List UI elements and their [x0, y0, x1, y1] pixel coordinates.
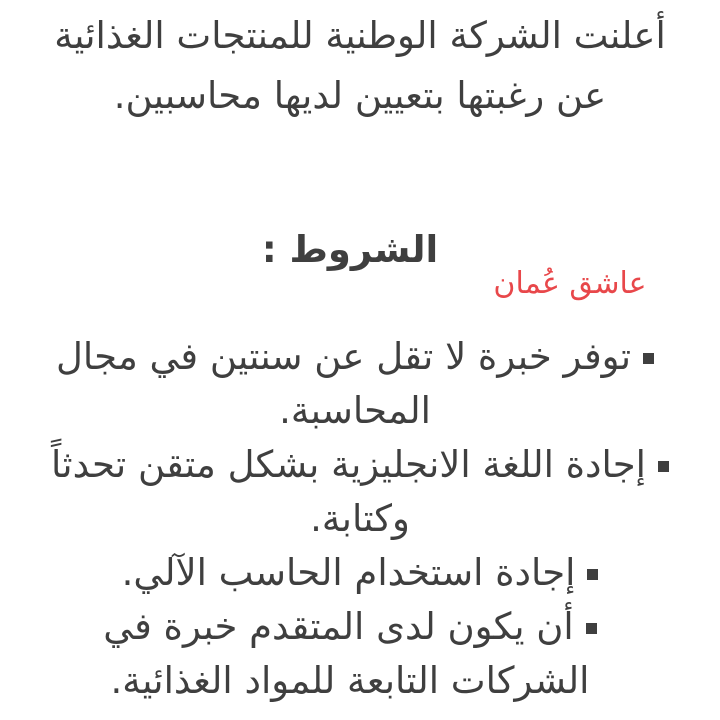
condition-text: إجادة اللغة الانجليزية بشكل متقن تحدثاً وكتابة. — [51, 443, 646, 540]
condition-item — [20, 330, 700, 438]
bullet-square-icon — [658, 461, 669, 472]
condition-item — [20, 438, 700, 546]
conditions-heading — [200, 222, 500, 278]
condition-text: توفر خبرة لا تقل عن سنتين في مجال المحاسبة. — [55, 335, 632, 432]
condition-text: إجادة استخدام الحاسب الآلي. — [121, 551, 576, 594]
condition-text: أن يكون لدى المتقدم خبرة في الشركات التابعة للمواد الغذائية. — [103, 605, 590, 702]
bullet-square-icon — [587, 569, 598, 580]
conditions-list — [20, 330, 700, 708]
watermark-label: عاشق عُمان — [493, 266, 647, 301]
conditions-heading-label: الشروط — [289, 228, 439, 271]
bullet-square-icon — [643, 353, 654, 364]
bullet-square-icon — [586, 623, 597, 634]
conditions-heading-colon: : — [261, 228, 277, 271]
announcement-intro: أعلنت الشركة الوطنية للمنتجات الغذائية عن رغبتها بتعيين لديها محاسبين. — [54, 14, 666, 117]
condition-item — [20, 546, 700, 600]
condition-item — [20, 600, 700, 708]
